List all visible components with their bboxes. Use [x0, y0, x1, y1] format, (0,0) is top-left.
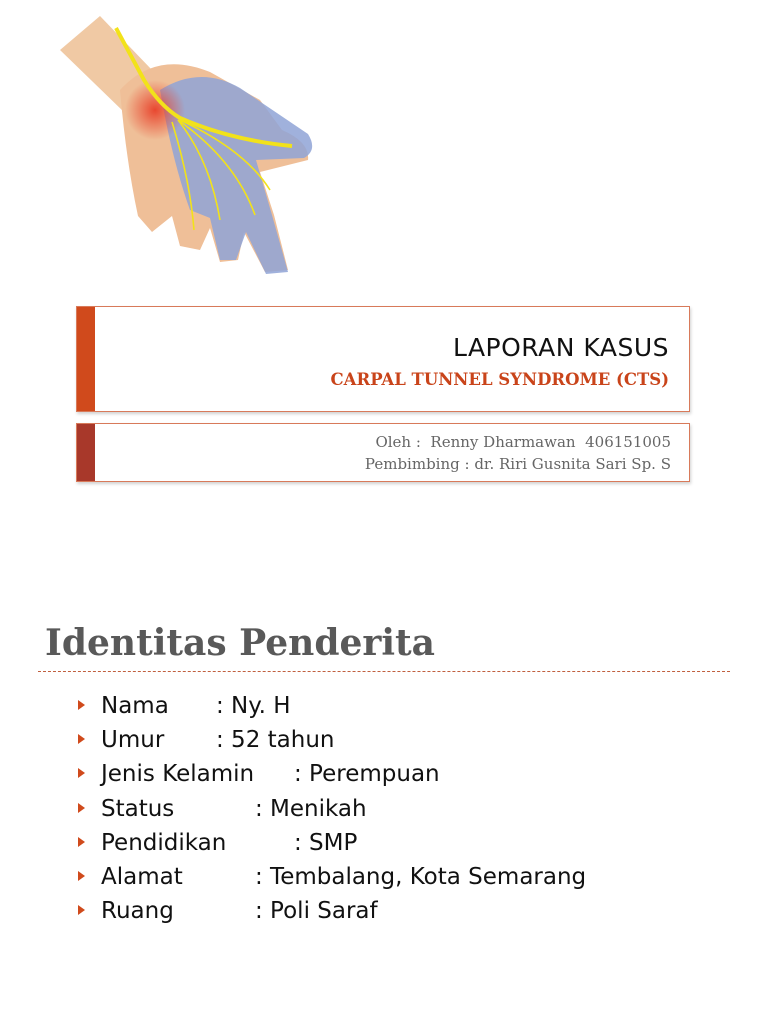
slide-title: LAPORAN KASUS [452, 333, 669, 362]
hand-nerve-illustration [60, 10, 330, 280]
triangle-bullet-icon [78, 734, 85, 744]
slide-subtitle: CARPAL TUNNEL SYNDROME (CTS) [330, 370, 669, 389]
triangle-bullet-icon [78, 837, 85, 847]
identity-slide [0, 560, 768, 1024]
item-value: : Poli Saraf [255, 898, 378, 925]
author-box [76, 423, 690, 482]
triangle-bullet-icon [78, 803, 85, 813]
supervisor-line: Pembimbing : dr. Riri Gusnita Sari Sp. S [364, 455, 671, 473]
triangle-bullet-icon [78, 905, 85, 915]
item-value: : Tembalang, Kota Semarang [255, 863, 587, 890]
item-value: : Perempuan [294, 761, 440, 788]
author-line: Oleh : Renny Dharmawan 406151005 [375, 433, 671, 451]
title-box [76, 306, 690, 412]
item-label: Nama [101, 693, 169, 719]
item-label: Umur [101, 727, 165, 754]
item-label: Alamat [101, 863, 183, 890]
item-value: : 52 tahun [216, 727, 335, 754]
divider [38, 671, 730, 672]
item-value: : SMP [294, 829, 358, 856]
section-title: Identitas Penderita [45, 622, 436, 664]
triangle-bullet-icon [78, 871, 85, 881]
item-value: : Ny. H [216, 693, 291, 719]
item-label: Pendidikan [101, 829, 227, 856]
item-label: Status [101, 795, 175, 822]
author-accent-bar [77, 424, 95, 481]
triangle-bullet-icon [78, 700, 85, 710]
title-accent-bar [77, 307, 95, 411]
item-label: Ruang [101, 898, 174, 925]
item-value: : Menikah [255, 795, 367, 822]
item-label: Jenis Kelamin [101, 761, 255, 788]
triangle-bullet-icon [78, 768, 85, 778]
